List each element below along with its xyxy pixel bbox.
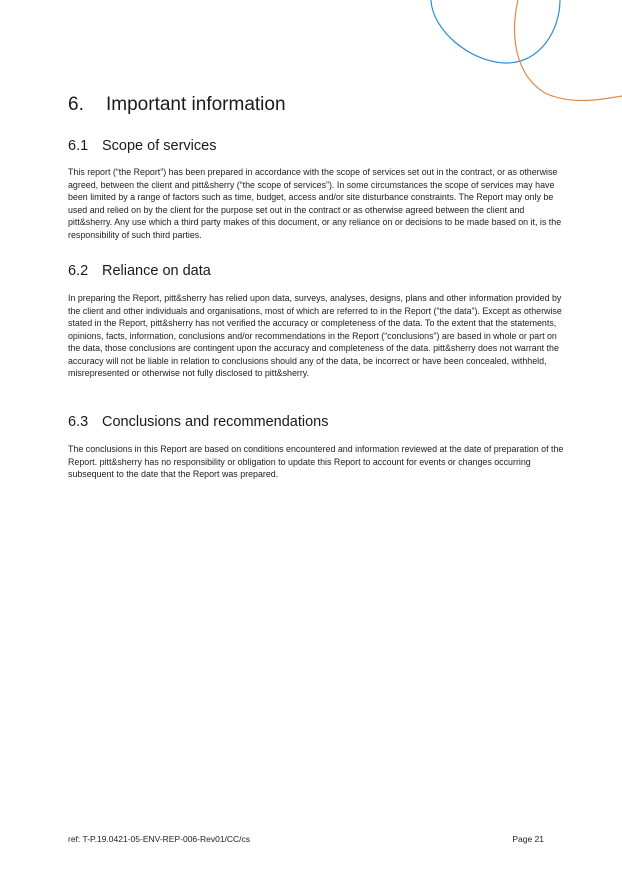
footer-reference: ref: T-P.19.0421-05-ENV-REP-006-Rev01/CC/cs (68, 834, 251, 844)
section-title: Important information (106, 94, 286, 115)
subsection-heading-scope (68, 137, 216, 155)
subsection-title: Reliance on data (102, 263, 211, 279)
section-number: 6. (68, 94, 84, 115)
subsection-number: 6.3 (68, 414, 89, 430)
paragraph-conclusions: The conclusions in this Report are based on conditions encountered and information reviewed at the date of preparation of the Report. pitt&sherry has no responsibility or obligation to update this Report to account for events or changes occurring subsequent to the date that the Report was prepared. (68, 444, 564, 479)
section-heading (68, 93, 286, 117)
subsection-number: 6.2 (68, 263, 89, 279)
subsection-heading-conclusions (68, 413, 329, 431)
subsection-title: Scope of services (102, 138, 217, 154)
blue-arc (431, 0, 560, 63)
orange-arc (515, 0, 622, 101)
paragraph-reliance-on-data: In preparing the Report, pitt&sherry has relied upon data, surveys, analyses, designs, plans and other information provided by the client and other individuals and organisations, most of which are referred to in the Report (“the data”). Except as otherwise stated in the Report, pitt&sherry has not verified the accuracy or completeness of the data. To the extent that the statements, opinions, facts, information, conclusions and/or recommendations in the Report (“conclusions”) are based in whole or part on the data, those conclusions are contingent upon the accuracy and completeness of the data. pitt&sherry does not warrant the accuracy will not be liable in relation to conclusions should any of the data, be incorrect or have been concealed, withheld, misrepresented or otherwise not fully disclosed to pitt&sherry. (68, 293, 562, 378)
paragraph-scope-of-services: This report (“the Report”) has been prepared in accordance with the scope of services set out in the contract, or as otherwise agreed, between the client and pitt&sherry (“the scope of services”). In some circumstances the scope of services may have been limited by a range of factors such as time, budget, access and/or site disturbance constraints. The Report may only be used and relied on by the client for the purpose set out in the contract or as otherwise agreed between the client and pitt&sherry. Any use which a third party makes of this document, or any reliance on or decisions to be made based on it, is the responsibility of such third parties. (68, 167, 562, 240)
subsection-number: 6.1 (68, 138, 89, 154)
page-number: Page 21 (512, 834, 544, 844)
subsection-title: Conclusions and recommendations (102, 414, 329, 430)
subsection-heading-reliance (68, 262, 211, 280)
